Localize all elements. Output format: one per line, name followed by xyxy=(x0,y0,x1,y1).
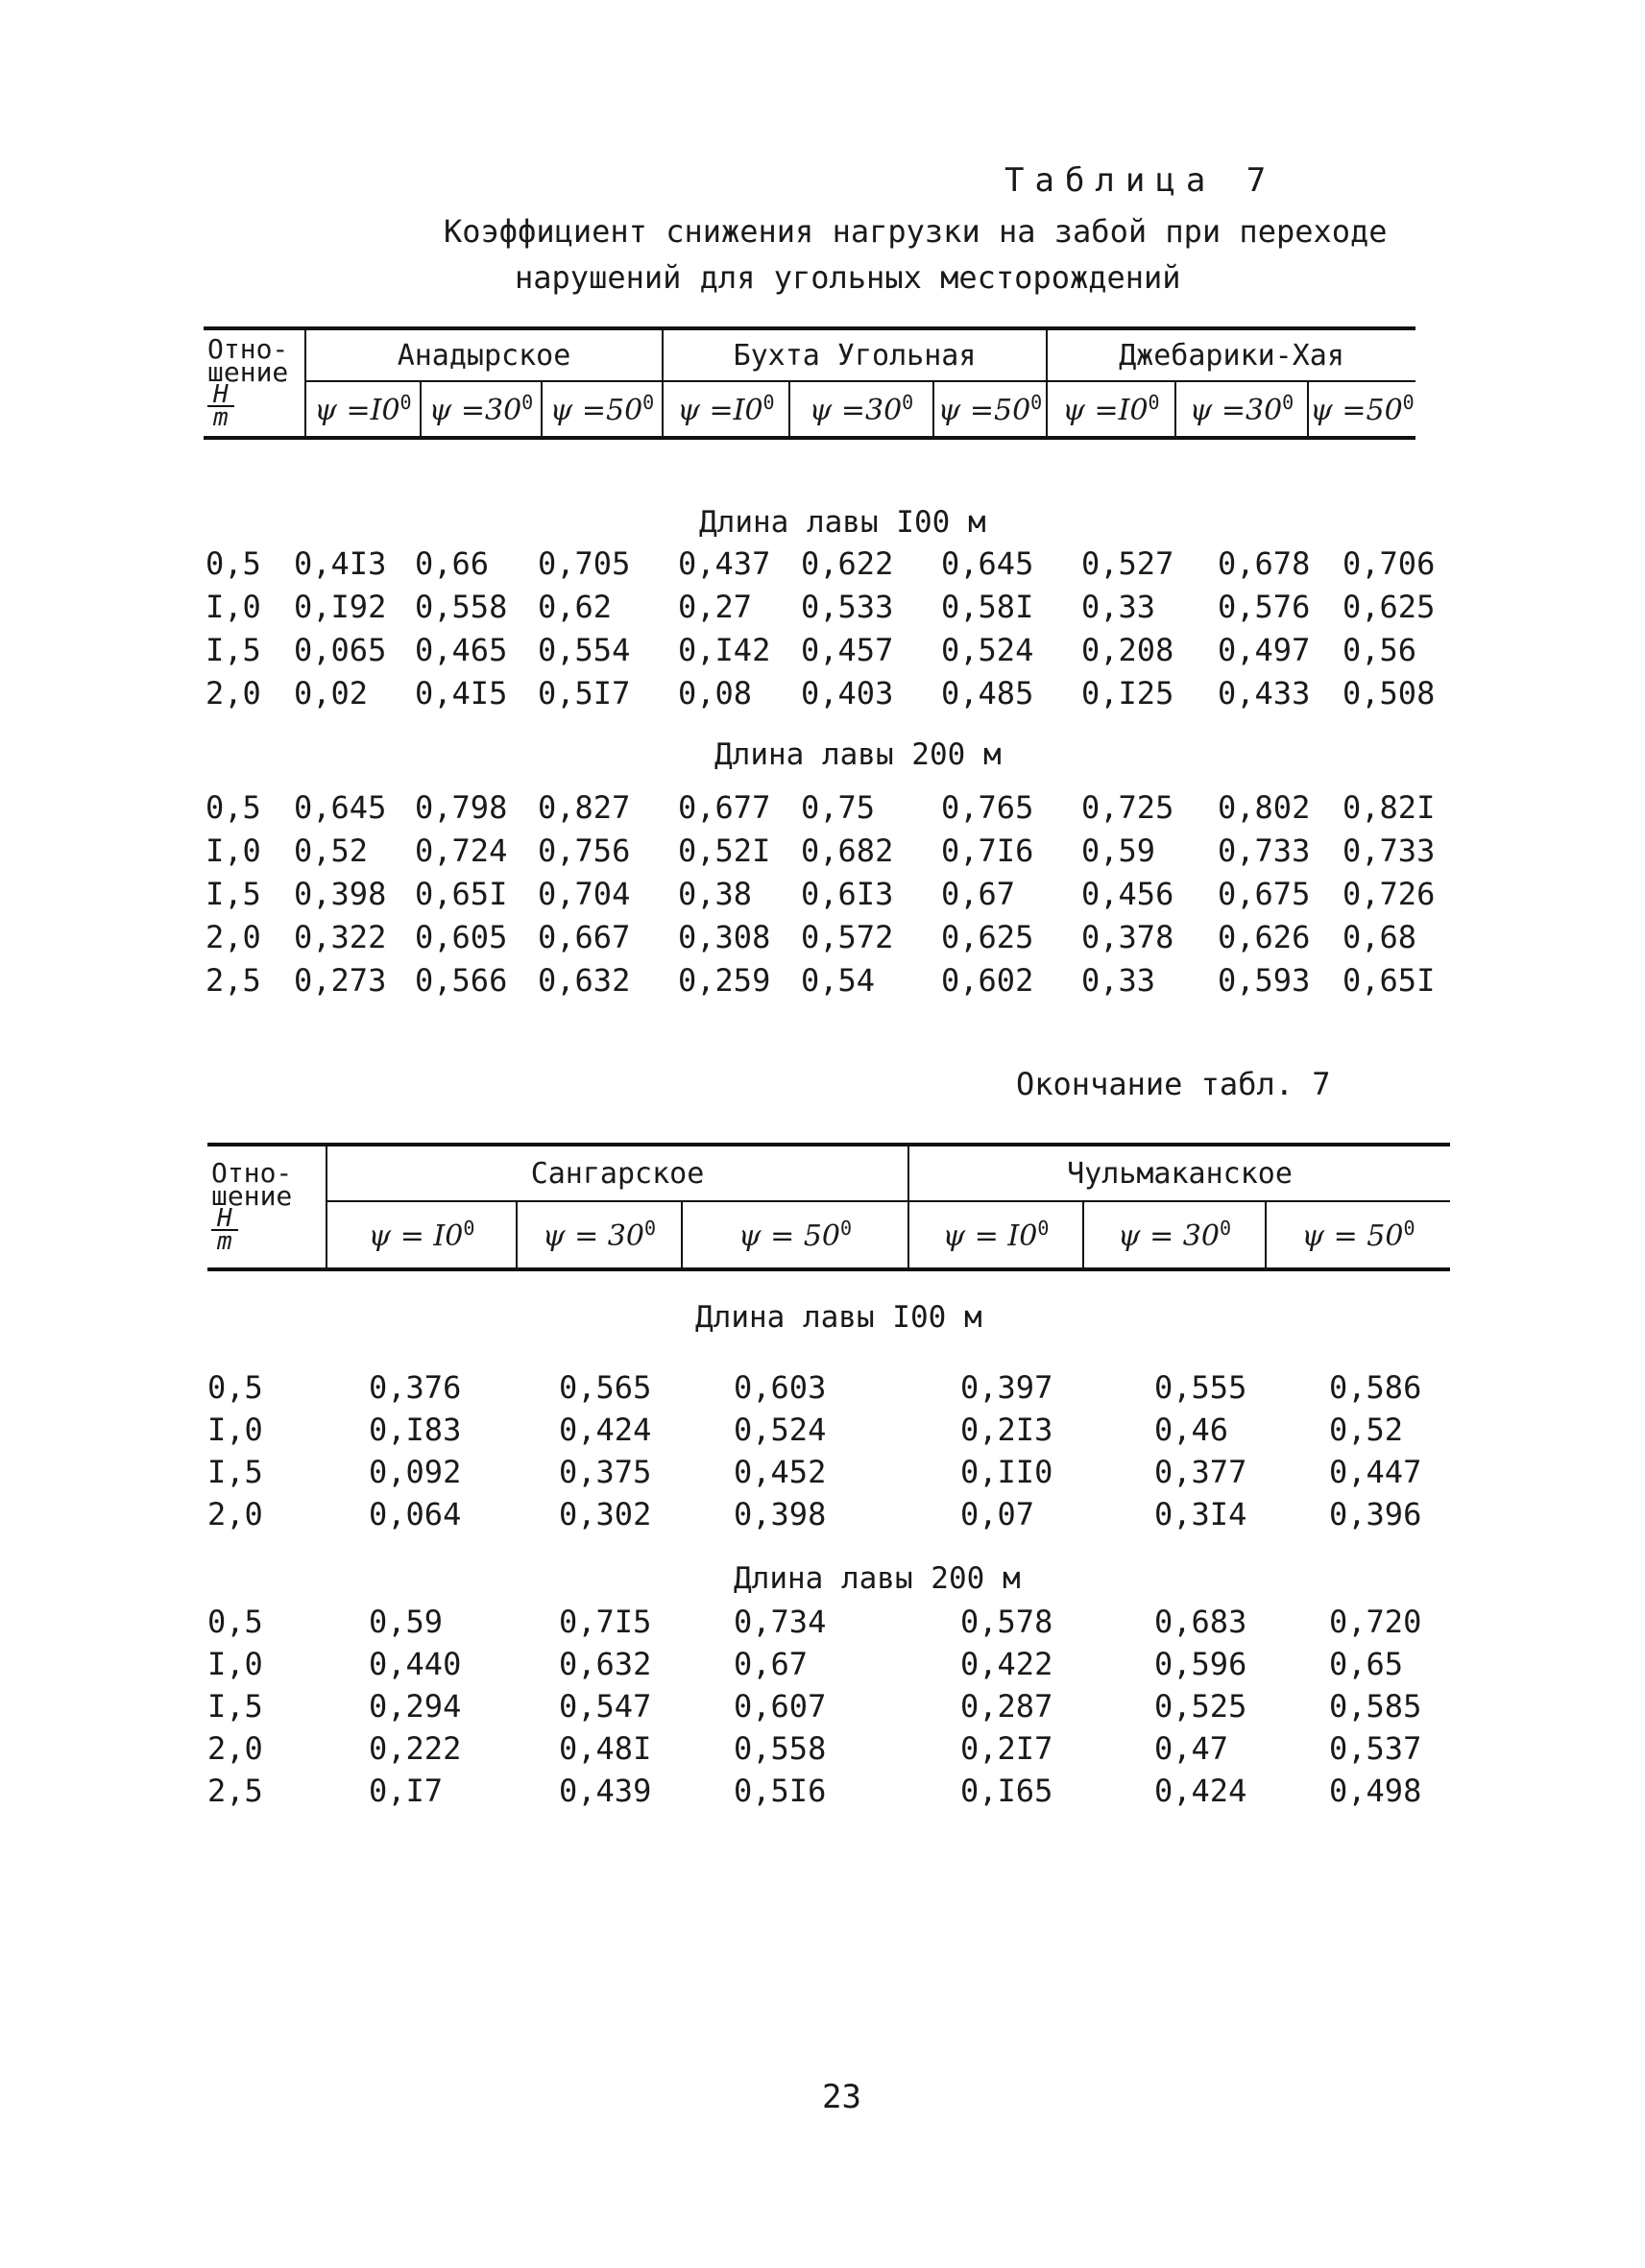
value-cell: 0,525 xyxy=(1154,1688,1247,1725)
value-cell: 0,4I3 xyxy=(294,545,387,582)
value-cell: 0,566 xyxy=(415,962,508,999)
value-cell: 0,I65 xyxy=(960,1773,1053,1809)
table1-section-label-100: Длина лавы I00 м xyxy=(699,505,986,540)
value-cell: 0,62 xyxy=(538,589,613,625)
continuation-title: Окончание табл. 7 xyxy=(1016,1066,1331,1102)
table1-psi-0: $\psi =I0^0$ xyxy=(305,381,421,438)
value-cell: 0,294 xyxy=(369,1688,462,1725)
value-cell: 0,625 xyxy=(941,919,1034,955)
value-cell: 0,7I6 xyxy=(941,832,1034,869)
value-cell: 0,452 xyxy=(734,1454,827,1490)
value-cell: 0,682 xyxy=(801,832,894,869)
value-cell: 0,54 xyxy=(801,962,876,999)
value-cell: 0,585 xyxy=(1329,1688,1422,1725)
table-row xyxy=(0,545,1645,584)
value-cell: 0,33 xyxy=(1081,589,1156,625)
value-cell: 0,65I xyxy=(415,876,508,912)
value-cell: 0,683 xyxy=(1154,1604,1247,1640)
value-cell: 0,705 xyxy=(538,545,631,582)
value-cell: 0,4I5 xyxy=(415,675,508,712)
value-cell: 0,675 xyxy=(1218,876,1311,912)
value-cell: 0,704 xyxy=(538,876,631,912)
value-cell: 0,726 xyxy=(1343,876,1436,912)
table2-section-label-200: Длина лавы 200 м xyxy=(734,1561,1021,1596)
table-row xyxy=(0,632,1645,670)
value-cell: 0,52 xyxy=(294,832,369,869)
value-cell: 0,497 xyxy=(1218,632,1311,668)
table2-group-1: Чульмаканское xyxy=(908,1145,1450,1201)
value-cell: 0,827 xyxy=(538,789,631,826)
value-cell: 0,52 xyxy=(1329,1411,1404,1448)
value-cell: 0,07 xyxy=(960,1496,1035,1532)
table1-psi-3: $\psi =I0^0$ xyxy=(663,381,789,438)
value-cell: 0,46 xyxy=(1154,1411,1229,1448)
table-row xyxy=(0,962,1645,1001)
value-cell: 0,58I xyxy=(941,589,1034,625)
table-caption-line-1: Коэффициент снижения нагрузки на забой при переходе xyxy=(444,213,1388,250)
value-cell: 0,558 xyxy=(734,1730,827,1767)
value-cell: 0,667 xyxy=(538,919,631,955)
value-cell: 0,377 xyxy=(1154,1454,1247,1490)
value-cell: 0,547 xyxy=(559,1688,652,1725)
ratio-cell: 0,5 xyxy=(206,789,261,826)
table1-psi-7: $\psi =30^0$ xyxy=(1175,381,1308,438)
table1-section-label-200: Длина лавы 200 м xyxy=(714,737,1002,772)
value-cell: 0,733 xyxy=(1218,832,1311,869)
ratio-cell: I,5 xyxy=(207,1688,263,1725)
value-cell: 0,498 xyxy=(1329,1773,1422,1809)
value-cell: 0,59 xyxy=(1081,832,1156,869)
value-cell: 0,447 xyxy=(1329,1454,1422,1490)
value-cell: 0,756 xyxy=(538,832,631,869)
table2-psi-5: $\psi = 50^0$ xyxy=(1266,1201,1450,1269)
value-cell: 0,593 xyxy=(1218,962,1311,999)
table2-section-label-100: Длина лавы I00 м xyxy=(695,1300,982,1335)
value-cell: 0,524 xyxy=(734,1411,827,1448)
ratio-cell: I,0 xyxy=(206,832,261,869)
value-cell: 0,720 xyxy=(1329,1604,1422,1640)
value-cell: 0,092 xyxy=(369,1454,462,1490)
value-cell: 0,576 xyxy=(1218,589,1311,625)
value-cell: 0,59 xyxy=(369,1604,444,1640)
table-row xyxy=(0,1411,1645,1450)
value-cell: 0,47 xyxy=(1154,1730,1229,1767)
value-cell: 0,440 xyxy=(369,1646,462,1682)
table1-group-1: Бухта Угольная xyxy=(663,328,1047,381)
value-cell: 0,27 xyxy=(678,589,753,625)
value-cell: 0,398 xyxy=(294,876,387,912)
ratio-fraction: $\frac{H}{m}$ xyxy=(211,1208,238,1252)
value-cell: 0,82I xyxy=(1343,789,1436,826)
table-row xyxy=(0,919,1645,957)
table-row xyxy=(0,1604,1645,1642)
table-row xyxy=(0,1773,1645,1811)
value-cell: 0,424 xyxy=(1154,1773,1247,1809)
value-cell: 0,572 xyxy=(801,919,894,955)
value-cell: 0,632 xyxy=(538,962,631,999)
value-cell: 0,533 xyxy=(801,589,894,625)
ratio-cell: I,0 xyxy=(206,589,261,625)
value-cell: 0,I42 xyxy=(678,632,771,668)
value-cell: 0,208 xyxy=(1081,632,1174,668)
table2-ratio-header: Отно- шение $\frac{H}{m}$ xyxy=(211,1157,293,1256)
table2-psi-2: $\psi = 50^0$ xyxy=(682,1201,908,1269)
ratio-cell: I,0 xyxy=(207,1411,263,1448)
value-cell: 0,605 xyxy=(415,919,508,955)
value-cell: 0,56 xyxy=(1343,632,1417,668)
table1-psi-6: $\psi =I0^0$ xyxy=(1047,381,1175,438)
ratio-cell: I,5 xyxy=(206,876,261,912)
value-cell: 0,75 xyxy=(801,789,876,826)
value-cell: 0,433 xyxy=(1218,675,1311,712)
table2-psi-3: $\psi = I0^0$ xyxy=(908,1201,1083,1269)
ratio-cell: 2,0 xyxy=(206,675,261,712)
table-row xyxy=(0,1646,1645,1684)
value-cell: 0,I25 xyxy=(1081,675,1174,712)
value-cell: 0,733 xyxy=(1343,832,1436,869)
value-cell: 0,064 xyxy=(369,1496,462,1532)
ratio-cell: I,5 xyxy=(207,1454,263,1490)
table-caption-line-2: нарушений для угольных месторождений xyxy=(515,259,1181,296)
value-cell: 0,I83 xyxy=(369,1411,462,1448)
value-cell: 0,765 xyxy=(941,789,1034,826)
value-cell: 0,065 xyxy=(294,632,387,668)
value-cell: 0,678 xyxy=(1218,545,1311,582)
value-cell: 0,II0 xyxy=(960,1454,1053,1490)
value-cell: 0,465 xyxy=(415,632,508,668)
value-cell: 0,48I xyxy=(559,1730,652,1767)
value-cell: 0,322 xyxy=(294,919,387,955)
table1-header xyxy=(204,326,1415,440)
value-cell: 0,3I4 xyxy=(1154,1496,1247,1532)
value-cell: 0,376 xyxy=(369,1369,462,1406)
table-row xyxy=(0,789,1645,828)
value-cell: 0,798 xyxy=(415,789,508,826)
value-cell: 0,607 xyxy=(734,1688,827,1725)
ratio-cell: I,0 xyxy=(207,1646,263,1682)
value-cell: 0,524 xyxy=(941,632,1034,668)
value-cell: 0,424 xyxy=(559,1411,652,1448)
value-cell: 0,527 xyxy=(1081,545,1174,582)
value-cell: 0,578 xyxy=(960,1604,1053,1640)
value-cell: 0,439 xyxy=(559,1773,652,1809)
value-cell: 0,622 xyxy=(801,545,894,582)
table1-psi-2: $\psi =50^0$ xyxy=(542,381,663,438)
table2-psi-0: $\psi = I0^0$ xyxy=(327,1201,517,1269)
value-cell: 0,558 xyxy=(415,589,508,625)
page-number: 23 xyxy=(822,2078,861,2116)
value-cell: 0,554 xyxy=(538,632,631,668)
table2-psi-1: $\psi = 30^0$ xyxy=(517,1201,682,1269)
table-label: Таблица 7 xyxy=(1004,161,1277,200)
value-cell: 0,67 xyxy=(941,876,1016,912)
table2-group-0: Сангарское xyxy=(327,1145,908,1201)
value-cell: 0,65 xyxy=(1329,1646,1404,1682)
value-cell: 0,602 xyxy=(941,962,1034,999)
table-row xyxy=(0,1730,1645,1769)
table-row xyxy=(0,876,1645,914)
value-cell: 0,397 xyxy=(960,1369,1053,1406)
ratio-cell: 2,0 xyxy=(206,919,261,955)
value-cell: 0,259 xyxy=(678,962,771,999)
value-cell: 0,398 xyxy=(734,1496,827,1532)
value-cell: 0,38 xyxy=(678,876,753,912)
value-cell: 0,2I3 xyxy=(960,1411,1053,1448)
value-cell: 0,66 xyxy=(415,545,490,582)
value-cell: 0,802 xyxy=(1218,789,1311,826)
value-cell: 0,645 xyxy=(941,545,1034,582)
value-cell: 0,422 xyxy=(960,1646,1053,1682)
value-cell: 0,734 xyxy=(734,1604,827,1640)
value-cell: 0,396 xyxy=(1329,1496,1422,1532)
value-cell: 0,724 xyxy=(415,832,508,869)
ratio-cell: 2,5 xyxy=(207,1773,263,1809)
value-cell: 0,5I7 xyxy=(538,675,631,712)
value-cell: 0,706 xyxy=(1343,545,1436,582)
value-cell: 0,222 xyxy=(369,1730,462,1767)
value-cell: 0,273 xyxy=(294,962,387,999)
table-row xyxy=(0,675,1645,713)
value-cell: 0,632 xyxy=(559,1646,652,1682)
value-cell: 0,537 xyxy=(1329,1730,1422,1767)
table-row xyxy=(0,589,1645,627)
table2-header xyxy=(207,1143,1450,1271)
value-cell: 0,6I3 xyxy=(801,876,894,912)
ratio-cell: I,5 xyxy=(206,632,261,668)
value-cell: 0,308 xyxy=(678,919,771,955)
value-cell: 0,08 xyxy=(678,675,753,712)
value-cell: 0,I92 xyxy=(294,589,387,625)
table-row xyxy=(0,832,1645,871)
value-cell: 0,725 xyxy=(1081,789,1174,826)
value-cell: 0,52I xyxy=(678,832,771,869)
table-row xyxy=(0,1496,1645,1534)
value-cell: 0,378 xyxy=(1081,919,1174,955)
value-cell: 0,33 xyxy=(1081,962,1156,999)
value-cell: 0,555 xyxy=(1154,1369,1247,1406)
value-cell: 0,565 xyxy=(559,1369,652,1406)
ratio-cell: 2,0 xyxy=(207,1730,263,1767)
ratio-fraction: $\frac{H}{m}$ xyxy=(207,384,234,428)
value-cell: 0,67 xyxy=(734,1646,809,1682)
table1-group-0: Анадырское xyxy=(305,328,663,381)
value-cell: 0,603 xyxy=(734,1369,827,1406)
value-cell: 0,375 xyxy=(559,1454,652,1490)
table-row xyxy=(0,1688,1645,1726)
table2-psi-4: $\psi = 30^0$ xyxy=(1083,1201,1266,1269)
value-cell: 0,7I5 xyxy=(559,1604,652,1640)
ratio-cell: 0,5 xyxy=(206,545,261,582)
value-cell: 0,2I7 xyxy=(960,1730,1053,1767)
value-cell: 0,437 xyxy=(678,545,771,582)
table1-psi-5: $\psi =50^0$ xyxy=(933,381,1047,438)
ratio-cell: 2,0 xyxy=(207,1496,263,1532)
value-cell: 0,403 xyxy=(801,675,894,712)
table-row xyxy=(0,1369,1645,1408)
ratio-cell: 2,5 xyxy=(206,962,261,999)
value-cell: 0,302 xyxy=(559,1496,652,1532)
value-cell: 0,68 xyxy=(1343,919,1417,955)
value-cell: 0,287 xyxy=(960,1688,1053,1725)
value-cell: 0,I7 xyxy=(369,1773,444,1809)
value-cell: 0,65I xyxy=(1343,962,1436,999)
value-cell: 0,485 xyxy=(941,675,1034,712)
value-cell: 0,456 xyxy=(1081,876,1174,912)
value-cell: 0,625 xyxy=(1343,589,1436,625)
value-cell: 0,586 xyxy=(1329,1369,1422,1406)
ratio-cell: 0,5 xyxy=(207,1369,263,1406)
value-cell: 0,645 xyxy=(294,789,387,826)
table1-psi-4: $\psi =30^0$ xyxy=(789,381,933,438)
value-cell: 0,02 xyxy=(294,675,369,712)
value-cell: 0,677 xyxy=(678,789,771,826)
ratio-cell: 0,5 xyxy=(207,1604,263,1640)
value-cell: 0,508 xyxy=(1343,675,1436,712)
table-row xyxy=(0,1454,1645,1492)
value-cell: 0,626 xyxy=(1218,919,1311,955)
table1-group-2: Джебарики-Хая xyxy=(1047,328,1415,381)
table1-psi-1: $\psi =30^0$ xyxy=(421,381,542,438)
table1-psi-8: $\psi =50^0$ xyxy=(1308,381,1415,438)
value-cell: 0,596 xyxy=(1154,1646,1247,1682)
value-cell: 0,5I6 xyxy=(734,1773,827,1809)
table1-ratio-header: Отно- шение $\frac{H}{m}$ xyxy=(207,333,289,432)
value-cell: 0,457 xyxy=(801,632,894,668)
